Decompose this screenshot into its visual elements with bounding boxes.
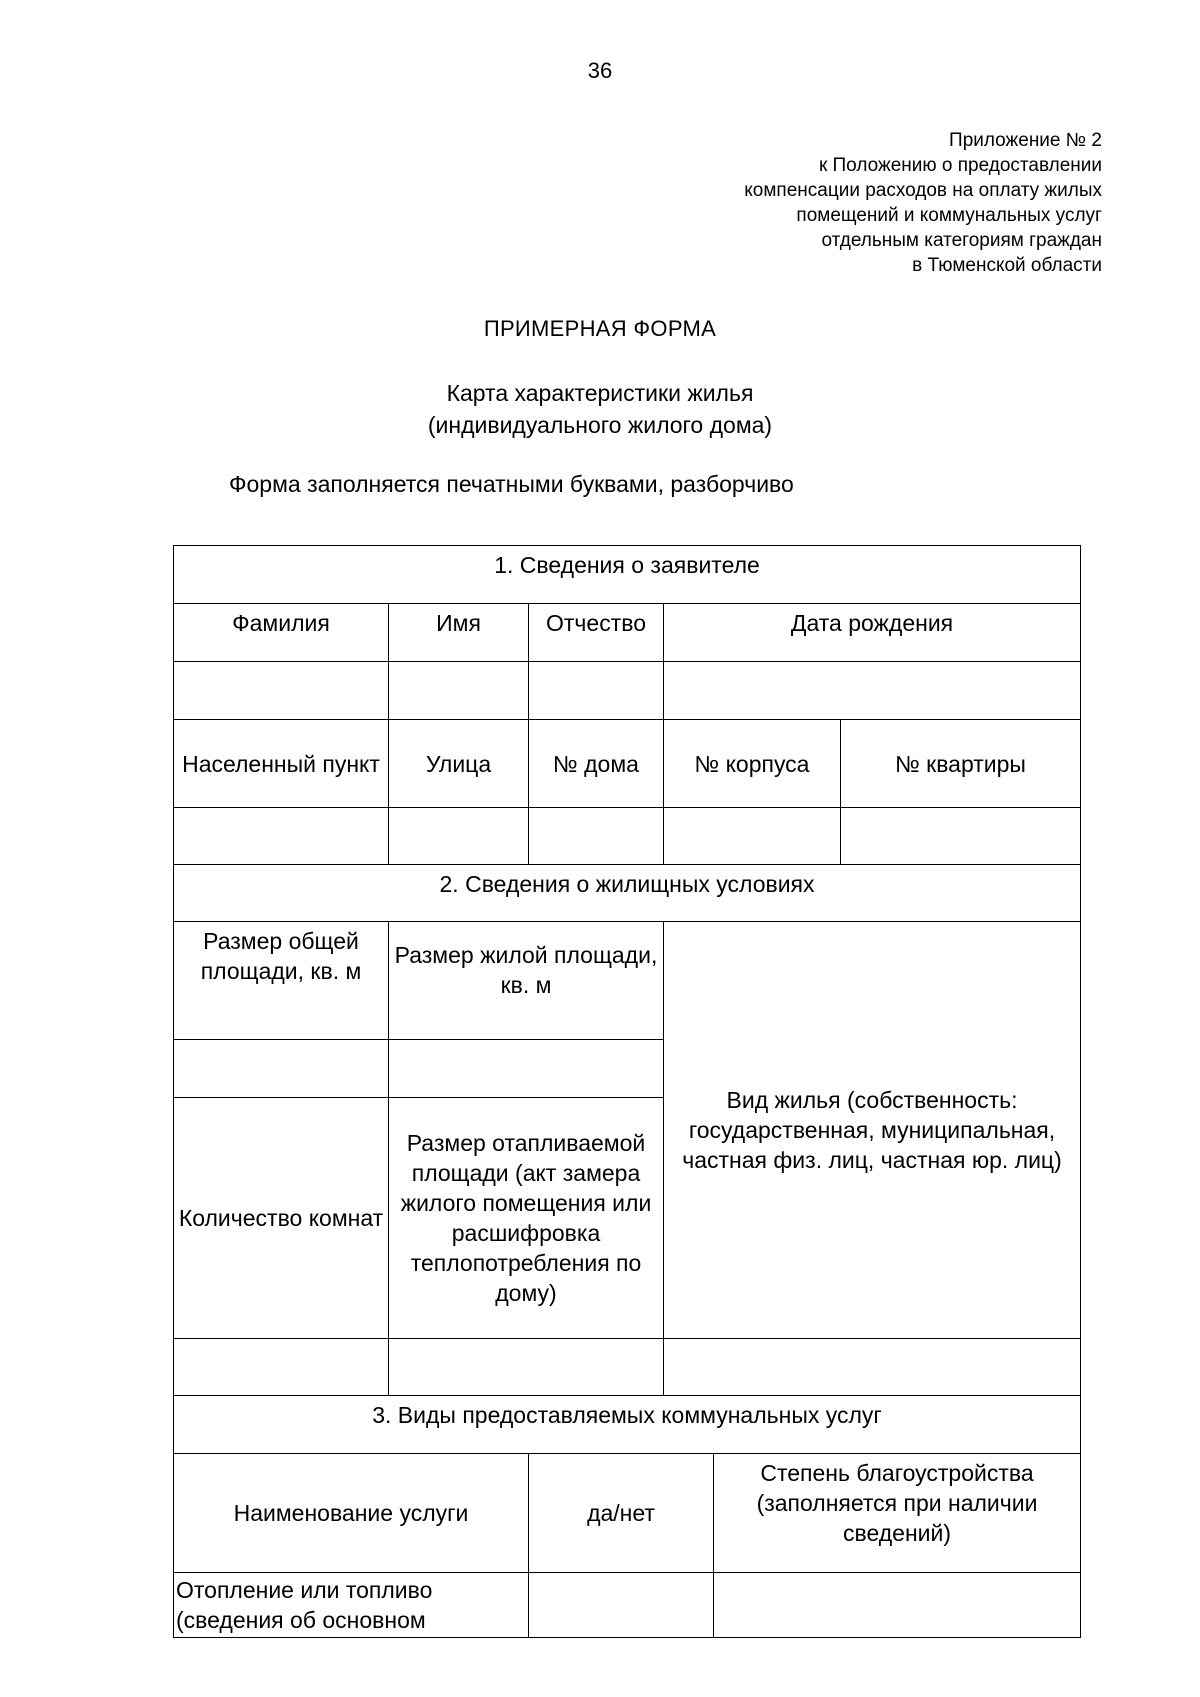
appendix-line: к Положению о предоставлении	[818, 155, 1102, 176]
street-field[interactable]	[389, 808, 529, 865]
header-building-number: № корпуса	[664, 720, 841, 808]
card-title-line1: Карта характеристики жилья	[446, 380, 754, 406]
header-birth-date: Дата рождения	[664, 604, 1081, 662]
header-service-name: Наименование услуги	[174, 1454, 529, 1573]
form-title: ПРИМЕРНАЯ ФОРМА	[483, 316, 717, 341]
appendix-line: в Тюменской области	[912, 255, 1102, 276]
header-housing-type: Вид жилья (собственность: государственная, муниципальная, частная физ. лиц, частная юр. лиц)	[664, 922, 1081, 1339]
page-number: 36	[587, 58, 613, 83]
header-surname: Фамилия	[174, 604, 389, 662]
header-yes-no: да/нет	[529, 1454, 714, 1573]
appendix-line: компенсации расходов на оплату жилых	[744, 180, 1102, 201]
section1-title: 1. Сведения о заявителе	[174, 546, 1081, 604]
appendix-line: отдельным категориям граждан	[821, 230, 1102, 251]
appendix-header	[582, 128, 1102, 278]
house-number-field[interactable]	[529, 808, 664, 865]
rooms-count-field[interactable]	[174, 1339, 389, 1396]
service-yes-no-field[interactable]	[529, 1573, 714, 1638]
form-instruction: Форма заполняется печатными буквами, разборчиво	[229, 471, 794, 497]
section3-title: 3. Виды предоставляемых коммунальных услуг	[174, 1396, 1081, 1454]
header-apartment-number: № квартиры	[841, 720, 1081, 808]
card-title-line2: (индивидуального жилого дома)	[427, 412, 773, 438]
card-title	[0, 377, 1200, 441]
header-living-area: Размер жилой площади, кв. м	[389, 922, 664, 1040]
header-improvement-degree: Степень благоустройства (заполняется при наличии сведений)	[714, 1454, 1081, 1573]
appendix-line: помещений и коммунальных услуг	[796, 205, 1102, 226]
service-improvement-field[interactable]	[714, 1573, 1081, 1638]
name-field[interactable]	[389, 662, 529, 720]
header-rooms-count: Количество комнат	[174, 1098, 389, 1339]
header-name: Имя	[389, 604, 529, 662]
apartment-number-field[interactable]	[841, 808, 1081, 865]
header-heated-area: Размер отапливаемой площади (акт замера жилого помещения или расшифровка теплопотребления по дому)	[389, 1098, 664, 1339]
header-total-area: Размер общей площади, кв. м	[174, 922, 389, 1040]
section2-title: 2. Сведения о жилищных условиях	[174, 865, 1081, 922]
header-street: Улица	[389, 720, 529, 808]
surname-field[interactable]	[174, 662, 389, 720]
patronymic-field[interactable]	[529, 662, 664, 720]
header-patronymic: Отчество	[529, 604, 664, 662]
header-locality: Населенный пункт	[174, 720, 389, 808]
building-number-field[interactable]	[664, 808, 841, 865]
total-area-field[interactable]	[174, 1040, 389, 1098]
birth-date-field[interactable]	[664, 662, 1081, 720]
housing-type-field[interactable]	[664, 1339, 1081, 1396]
service-name-heating: Отопление или топливо (сведения об основном	[174, 1573, 529, 1638]
appendix-line: Приложение № 2	[949, 130, 1102, 151]
living-area-field[interactable]	[389, 1040, 664, 1098]
header-house-number: № дома	[529, 720, 664, 808]
heated-area-field[interactable]	[389, 1339, 664, 1396]
locality-field[interactable]	[174, 808, 389, 865]
housing-card-table	[173, 545, 1081, 1638]
